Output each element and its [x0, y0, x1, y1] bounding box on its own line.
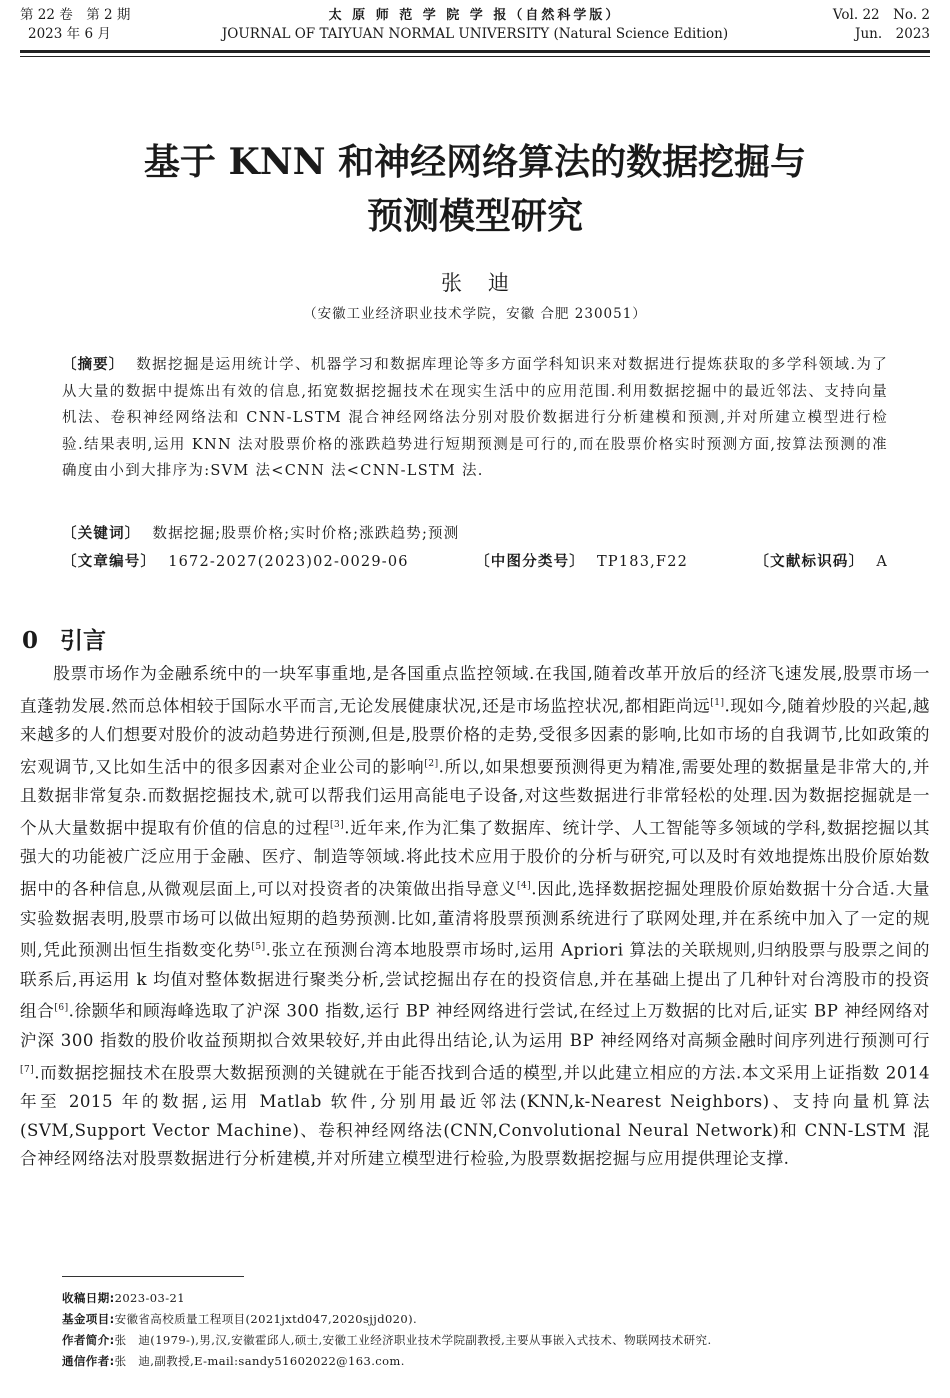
footnote-received: 收稿日期:2023-03-21	[62, 1291, 185, 1305]
doc-code: A	[876, 554, 888, 570]
clc-number: TP183,F22	[597, 554, 689, 570]
citation: [5]	[251, 942, 266, 953]
footnote-author-bio: 作者简介:张 迪(1979-),男,汉,安徽霍邱人,硕士,安徽工业经济职业技术学院副教授,主要从事嵌入式技术、物联网技术研究.	[62, 1333, 712, 1347]
article-identifiers	[62, 550, 888, 571]
section-number: 0	[22, 627, 39, 654]
clc-label: 〔中图分类号〕	[475, 554, 586, 570]
running-header	[20, 6, 930, 46]
citation: [6]	[54, 1003, 69, 1014]
section-heading	[22, 622, 106, 655]
footnote-rule	[62, 1276, 244, 1277]
footnote-corresponding: 通信作者:张 迪,副教授,E-mail:sandy51602022@163.com.	[62, 1354, 405, 1368]
abstract-label: 〔摘要〕	[62, 357, 125, 373]
volume-issue: 第 22 卷 第 2 期 2023 年 6 月	[20, 7, 131, 42]
section-title: 引言	[60, 628, 107, 654]
keywords-label: 〔关键词〕	[62, 526, 141, 542]
abstract-text: 数据挖掘是运用统计学、机器学习和数据库理论等多方面学科知识来对数据进行提炼获取的多学科领域.为了从大量的数据中提炼出有效的信息,拓宽数据挖掘技术在现实生活中的应用范围.利用数据挖掘中的最近邻法、支持向量机法、卷积神经网络法和 CNN-LSTM 混合神经网络法分别对股价数据进行分析建模和预测,并对所建立模型进行检验.结果表明,运用 KNN 法对股票价格的涨跌趋势进行短期预测是可行的,而在股票价格实时预测方面,按算法预测的准确度由小到大排序为:SVM 法<CNN 法<CNN-LSTM 法.	[62, 357, 888, 479]
header-rule-thick	[20, 50, 930, 53]
header-rule-thin	[20, 56, 930, 57]
author-name: 张迪	[441, 271, 535, 295]
citation: [3]	[329, 820, 345, 831]
doc-code-label: 〔文献标识码〕	[754, 554, 865, 570]
paper-title: 基于 KNN 和神经网络算法的数据挖掘与 预测模型研究	[143, 141, 807, 237]
citation: [2]	[424, 758, 439, 769]
article-number: 1672-2027(2023)02-0029-06	[168, 554, 409, 570]
citation: [1]	[710, 697, 725, 708]
intro-paragraph: 股票市场作为金融系统中的一块军事重地,是各国重点监控领域.在我国,随着改革开放后的经济飞速发展,股票市场一直蓬勃发展.然而总体相较于国际水平而言,无论发展健康状况,还是市场监控状况,都相距尚远[1].现如今,随着炒股的兴起,越来越多的人们想要对股价的波动趋势进行预测,但是,股票价格的走势,受很多因素的影响,比如市场的自我调节,比如政策的宏观调节,又比如生活中的很多因素对企业公司的影响[2].所以,如果想要预测得更为精准,需要处理的数据量是非常大的,并且数据非常复杂.而数据挖掘技术,就可以帮我们运用高能电子设备,对这些数据进行非常轻松的处理.因为数据挖掘就是一个从大量数据中提取有价值的信息的过程[3].近年来,作为汇集了数据库、统计学、人工智能等多领域的学科,数据挖掘以其强大的功能被广泛应用于金融、医疗、制造等领域.将此技术应用于股价的分析与研究,可以及时有效地提炼出股价原始数据中的各种信息,从微观层面上,可以对投资者的决策做出指导意义[4].因此,选择数据挖掘处理股价原始数据十分合适.大量实验数据表明,股票市场可以做出短期的趋势预测.比如,董清将股票预测系统进行了联网处理,并在系统中加入了一定的规则,凭此预测出恒生指数变化势[5].张立在预测台湾本地股票市场时,运用 Apriori 算法的关联规则,归纳股票与股票之间的联系后,再运用 k 均值对整体数据进行聚类分析,尝试挖掘出存在的投资信息,并在基础上提出了几种针对台湾股市的投资组合[6].徐颢华和顾海峰选取了沪深 300 指数,运行 BP 神经网络进行尝试,在经过上万数据的比对后,证实 BP 神经网络对沪深 300 指数的股价收益预期拟合效果较好,并由此得出结论,认为运用 BP 神经网络对高频金融时间序列进行预测可行[7].而数据挖掘技术在股票大数据预测的关键就在于能否找到合适的模型,并以此建立相应的方法.本文采用上证指数 2014 年至 2015 年的数据,运用 Matlab 软件,分别用最近邻法(KNN,k-Nearest Neighbors)、支持向量机算法(SVM,Support Vector Machine)、卷积神经网络法(CNN,Convolutional Neural Network)和 CNN-LSTM 混合神经网络法对股票数据进行分析建模,并对所建立模型进行检验,为股票数据挖掘与应用提供理论支撑.	[20, 664, 931, 1169]
journal-name: 太 原 师 范 学 院 学 报（自然科学版） JOURNAL OF TAIYUAN NORMAL UNIVERSITY (Natural Science Edition)	[221, 8, 729, 42]
abstract	[62, 352, 888, 485]
keywords-text: 数据挖掘;股票价格;实时价格;涨跌趋势;预测	[152, 526, 460, 542]
article-number-label: 〔文章编号〕	[62, 554, 157, 570]
volume-issue-en: Vol. 22 No. 2 Jun. 2023	[832, 7, 930, 42]
keywords	[62, 522, 888, 543]
author-affiliation: （安徽工业经济职业技术学院，安徽 合肥 230051）	[303, 306, 647, 322]
citation: [7]	[20, 1064, 35, 1075]
footnote-fund: 基金项目:安徽省高校质量工程项目(2021jxtd047,2020sjjd020).	[62, 1312, 418, 1326]
citation: [4]	[516, 881, 532, 892]
